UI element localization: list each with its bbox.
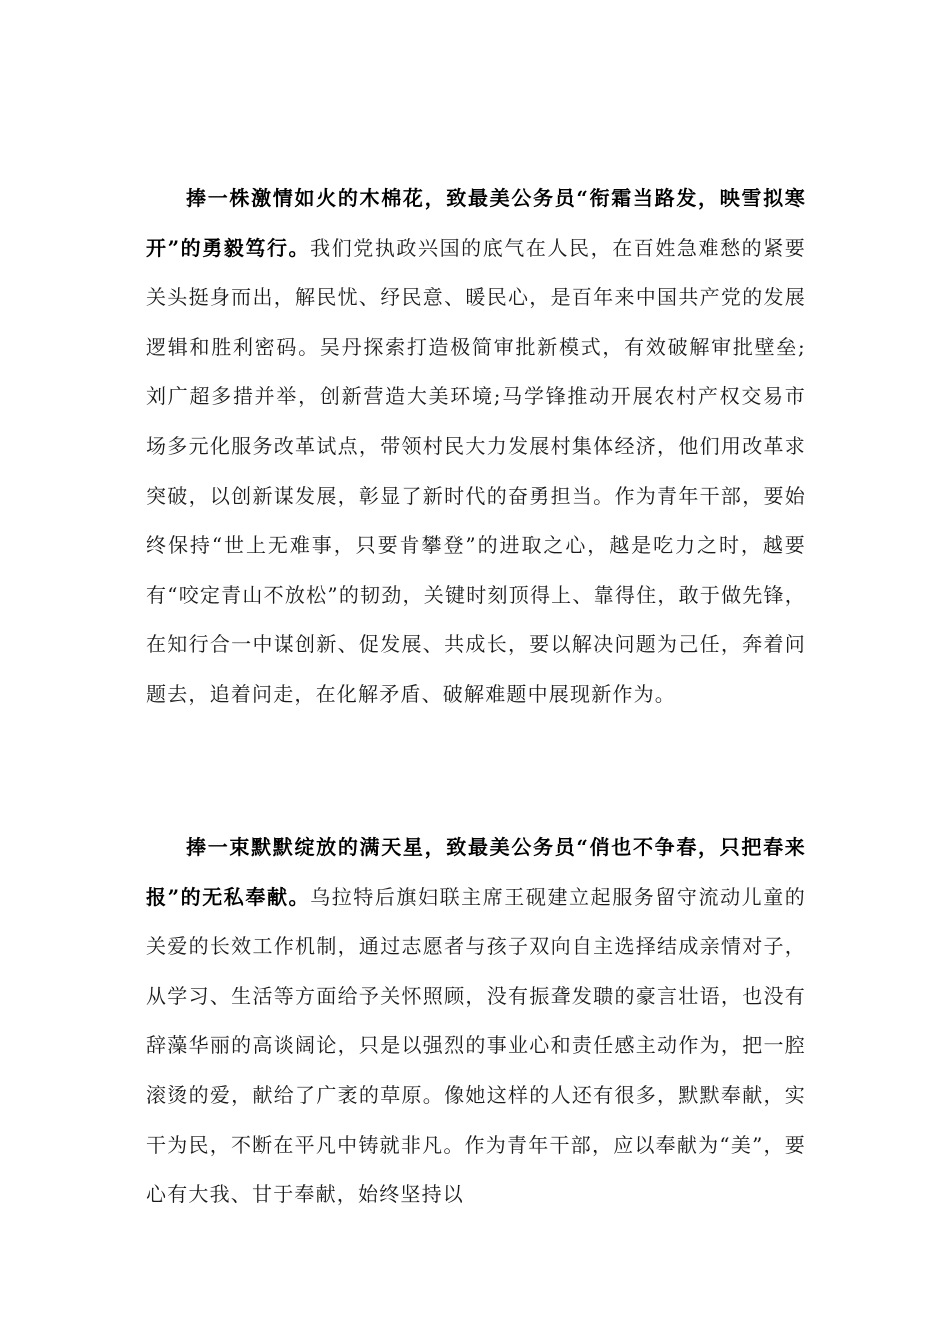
paragraph-2-body: 乌拉特后旗妇联主席王砚建立起服务留守流动儿童的关爱的长效工作机制，通过志愿者与孩子双向自主选择结成亲情对子，从学习、生活等方面给予关怀照顾，没有振聋发聩的豪言壮语，也没有辞藻华丽的高谈阔论，只是以强烈的事业心和责任感主动作为，把一腔滚烫的爱，献给了广袤的草原。像她这样的人还有很多，默默奉献，实干为民，不断在平凡中铸就非凡。作为青年干部，应以奉献为“美”，要心有大我、甘于奉献，始终坚持以 <box>146 884 806 1207</box>
paragraph-1 <box>146 174 806 720</box>
paragraph-2-lead: 捧一束默默绽放的满天星，致最美公务员“俏也不争春，只把春来报”的无私奉献。 <box>146 835 806 909</box>
paragraph-1-lead: 捧一株激情如火的木棉花，致最美公务员“衔霜当路发，映雪拟寒开”的勇毅笃行。 <box>146 186 806 260</box>
paragraph-2 <box>146 823 806 1220</box>
paragraph-1-body: 我们党执政兴国的底气在人民，在百姓急难愁的紧要关头挺身而出，解民忧、纾民意、暖民心，是百年来中国共产党的发展逻辑和胜利密码。吴丹探索打造极简审批新模式，有效破解审批壁垒;刘广超多措并举，创新营造大美环境;马学锋推动开展农村产权交易市场多元化服务改革试点，带领村民大力发展村集体经济，他们用改革求突破，以创新谋发展，彰显了新时代的奋勇担当。作为青年干部，要始终保持“世上无难事，只要肯攀登”的进取之心，越是吃力之时，越要有“咬定青山不放松”的韧劲，关键时刻顶得上、靠得住，敢于做先锋，在知行合一中谋创新、促发展、共成长，要以解决问题为己任，奔着问题去，追着问走，在化解矛盾、破解难题中展现新作为。 <box>146 235 806 706</box>
